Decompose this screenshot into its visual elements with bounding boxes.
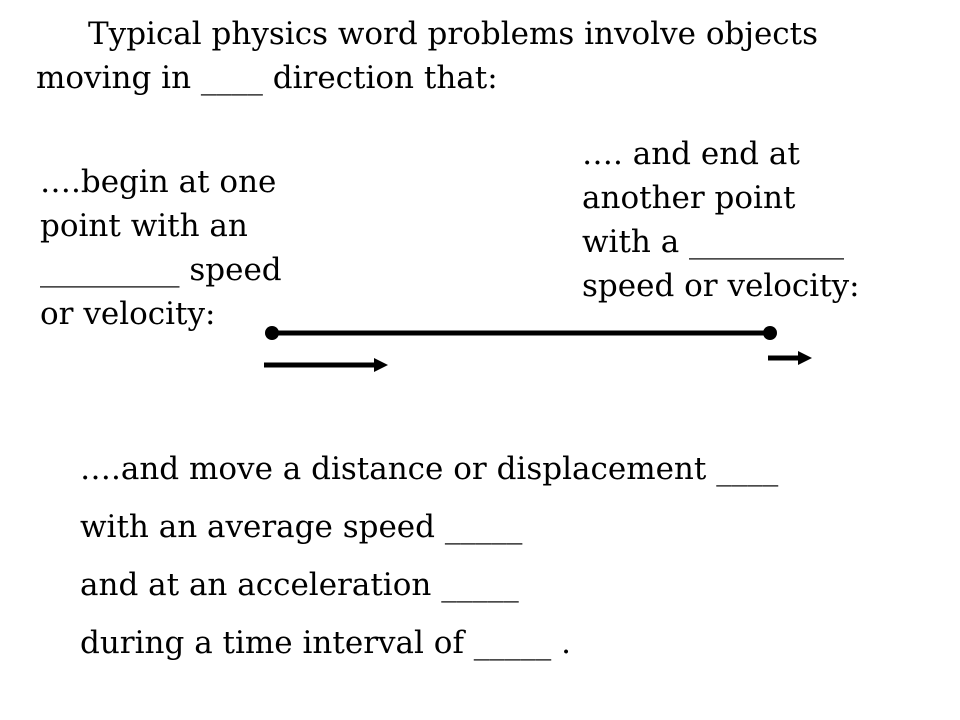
end-point-text	[582, 132, 860, 308]
end-line-2: another point	[582, 180, 796, 216]
final-velocity-arrow	[768, 351, 812, 365]
start-line-3: _________ speed	[40, 252, 282, 288]
initial-velocity-arrow	[264, 358, 388, 372]
end-point-dot	[763, 326, 777, 340]
motion-line-3: and at an acceleration _____	[80, 567, 519, 603]
motion-line-1: ….and move a distance or displacement ____	[80, 451, 779, 487]
start-point-text	[40, 160, 282, 336]
start-line-2: point with an	[40, 208, 248, 244]
start-line-4: or velocity:	[40, 296, 216, 332]
start-line-1: ….begin at one	[40, 164, 277, 200]
end-line-3: with a __________	[582, 224, 845, 260]
motion-line-4: during a time interval of _____ .	[80, 625, 571, 661]
intro-text	[36, 12, 818, 100]
motion-text	[80, 440, 778, 672]
motion-line-2: with an average speed _____	[80, 509, 523, 545]
end-line-1: …. and end at	[582, 136, 800, 172]
end-line-4: speed or velocity:	[582, 268, 860, 304]
intro-line-1: Typical physics word problems involve objects	[88, 16, 819, 52]
intro-line-2: moving in ____ direction that:	[36, 60, 498, 96]
